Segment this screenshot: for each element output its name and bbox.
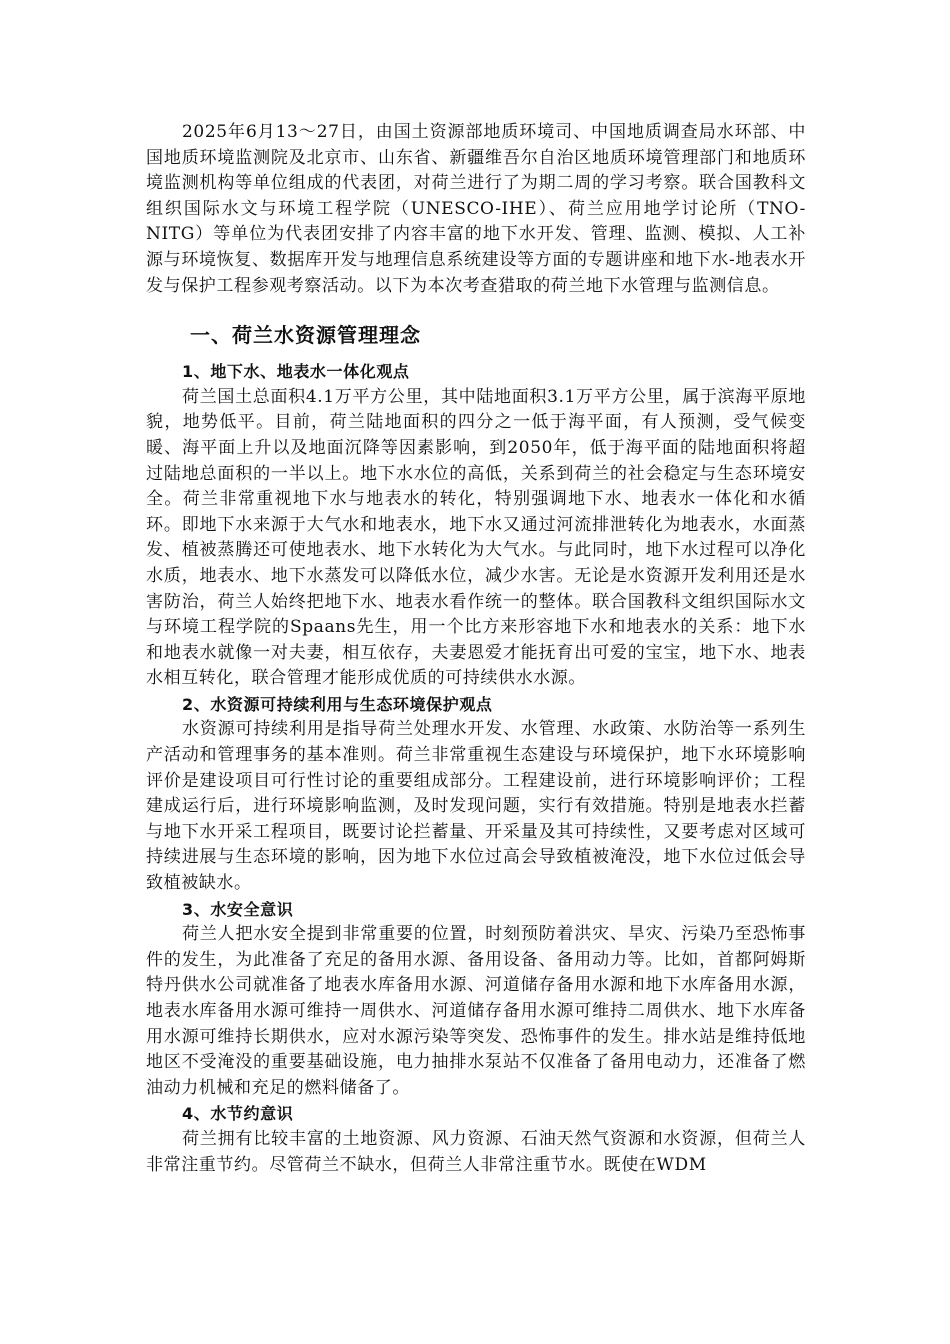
subsection-heading-1: 1、地下水、地表水一体化观点 xyxy=(182,362,410,382)
subsection-paragraph-3: 荷兰人把水安全提到非常重要的位置，时刻预防着洪灾、旱灾、污染乃至恐怖事件的发生，为此准备了充足的备用水源、备用设备、备用动力等。比如，首都阿姆斯特丹供水公司就准备了地表水库备用水源、河道储存备用水源和地下水库备用水源，地表水库备用水源可维持一周供水、河道储存备用水源可维持二周供水、地下水库备用水源可维持长期供水，应对水源污染等突发、恐怖事件的发生。排水站是维持低地地区不受淹没的重要基础设施，电力抽排水泵站不仅准备了备用电动力，还准备了燃油动力机械和充足的燃料储备了。 xyxy=(146,924,806,1098)
subsection-paragraph-2: 水资源可持续利用是指导荷兰处理水开发、水管理、水政策、水防治等一系列生产活动和管理事务的基本准则。荷兰非常重视生态建设与环境保护，地下水环境影响评价是建设项目可行性讨论的重要组成部分。工程建设前，进行环境影响评价；工程建成运行后，进行环境影响监测，及时发现问题，实行有效措施。特别是地表水拦蓄与地下水开采工程项目，既要讨论拦蓄量、开采量及其可持续性，又要考虑对区域可持续进展与生态环境的影响，因为地下水位过高会导致植被淹没，地下水位过低会导致植被缺水。 xyxy=(146,719,806,894)
subsection-heading-3: 3、水安全意识 xyxy=(182,899,294,919)
intro-paragraph: 2025年6月13～27日，由国土资源部地质环境司、中国地质调查局水环部、中国地质环境监测院及北京市、山东省、新疆维吾尔自治区地质环境管理部门和地质环境监测机构等单位组成的代表团，对荷兰进行了为期二周的学习考察。联合国教科文组织国际水文与环境工程学院（UNESCO-IHE）、荷兰应用地学讨论所（TNO-NITG）等单位为代表团安排了内容丰富的地下水开发、管理、监测、模拟、人工补源与环境恢复、数据库开发与地理信息系统建设等方面的专题讲座和地下水-地表水开发与保护工程参观考察活动。以下为本次考查猎取的荷兰地下水管理与监测信息。 xyxy=(146,122,806,296)
section-heading: 一、荷兰水资源管理理念 xyxy=(190,323,421,348)
subsection-heading-4: 4、水节约意识 xyxy=(182,1104,294,1124)
subsection-heading-2: 2、水资源可持续利用与生态环境保护观点 xyxy=(182,694,493,714)
subsection-paragraph-1: 荷兰国土总面积4.1万平方公里，其中陆地面积3.1万平方公里，属于滨海平原地貌，地势低平。目前，荷兰陆地面积的四分之一低于海平面，有人预测，受气候变暖、海平面上升以及地面沉降等因素影响，到2050年，低于海平面的陆地面积将超过陆地总面积的一半以上。地下水水位的高低，关系到荷兰的社会稳定与生态环境安全。荷兰非常重视地下水与地表水的转化，特别强调地下水、地表水一体化和水循环。即地下水来源于大气水和地表水，地下水又通过河流排泄转化为地表水，水面蒸发、植被蒸腾还可使地表水、地下水转化为大气水。与此同时，地下水过程可以净化水质，地表水、地下水蒸发可以降低水位，减少水害。无论是水资源开发利用还是水害防治，荷兰人始终把地下水、地表水看作统一的整体。联合国教科文组织国际水文与环境工程学院的Spaans先生，用一个比方来形容地下水和地表水的关系：地下水和地表水就像一对夫妻，相互依存，夫妻恩爱才能抚育出可爱的宝宝，地下水、地表水相互转化，联合管理才能形成优质的可持续供水水源。 xyxy=(146,386,806,689)
subsection-paragraph-4: 荷兰拥有比较丰富的土地资源、风力资源、石油天然气资源和水资源，但荷兰人非常注重节约。尽管荷兰不缺水，但荷兰人非常注重节水。既使在WDM xyxy=(146,1128,806,1175)
document-body xyxy=(146,120,806,1178)
